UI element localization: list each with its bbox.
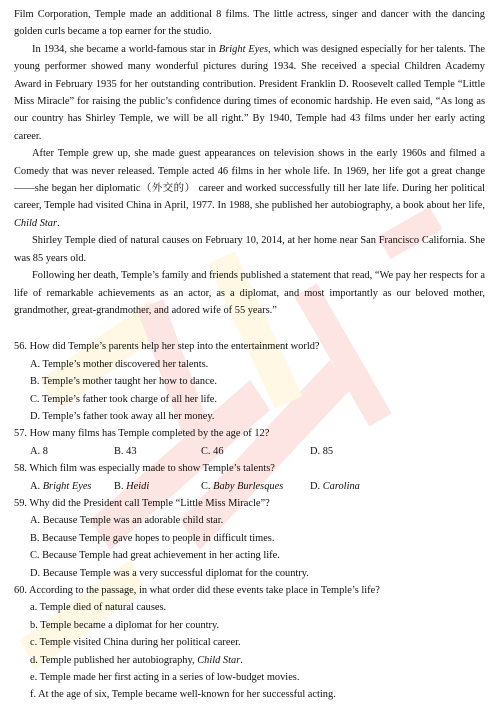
option-a-letter: A.	[30, 480, 43, 492]
option-c: C. Temple’s father took charge of all her life.	[30, 393, 218, 405]
event-f: f. At the age of six, Temple became well-known for her successful acting.	[30, 689, 336, 701]
option-a-title: Bright Eyes	[42, 480, 92, 492]
question-stem: 58. Which film was especially made to show Temple’s talents?	[14, 463, 275, 475]
option-b	[114, 478, 201, 495]
option-d	[310, 478, 397, 495]
option-c-title: Baby Burlesques	[213, 480, 284, 492]
option-d: D. Temple’s father took away all her money.	[30, 410, 215, 422]
option-d: D. Because Temple was a very successful diplomat for the country.	[30, 567, 309, 579]
question-stem: 57. How many films has Temple completed by the age of 12?	[14, 428, 270, 440]
option-c: C. 46	[201, 445, 224, 457]
passage-paragraph-3	[14, 145, 485, 232]
event-d-end: .	[240, 654, 243, 666]
option-b: B. Because Temple gave hopes to people in difficult times.	[30, 532, 275, 544]
option-a: A. 8	[30, 445, 48, 457]
option-a: A. Temple’s mother discovered her talents.	[30, 358, 209, 370]
option-a	[30, 478, 114, 495]
option-b-title: Heidi	[126, 480, 150, 492]
event-a: a. Temple died of natural causes.	[30, 602, 167, 614]
passage-paragraph-3-text: After Temple grew up, she made guest appearances on television shows in the early 1960s and filmed a Comedy that was never released. Temple acted 46 films in her whole life. In 1969, her life got a great change——she began her diplomatic（外交的） career and worked successfully till her late life. During her political career, Temple had visited China in April, 1977. In 1988, she published her autobiography, a book about her life,	[14, 148, 485, 212]
event-d-title: Child Star	[197, 654, 241, 666]
event-c: c. Temple visited China during her political career.	[30, 637, 241, 649]
question-stem: 56. How did Temple’s parents help her step into the entertainment world?	[14, 341, 320, 353]
event-e: e. Temple made her first acting in a series of low-budget movies.	[30, 672, 300, 684]
event-d	[30, 652, 485, 669]
book-title-child-star: Child Star	[14, 217, 58, 229]
option-d-title: Carolina	[322, 480, 360, 492]
film-title-bright-eyes: Bright Eyes	[218, 43, 268, 55]
passage-paragraph-5: Following her death, Temple’s family and friends published a statement that read, “We pay her respects for a life of remarkable achievements as an actor, as a diplomat, and most importantly as our beloved mother, grandmother, great-grandmother, and adored wife of 55 years.”	[14, 270, 485, 316]
passage-paragraph-2	[14, 41, 485, 145]
passage-paragraph-3-end: .	[57, 217, 60, 229]
event-b: b. Temple became a diplomat for her country.	[30, 619, 220, 631]
event-d-text: d. Temple published her autobiography,	[30, 654, 198, 666]
option-b-letter: B.	[114, 480, 127, 492]
question-58	[14, 460, 485, 495]
option-c	[201, 478, 310, 495]
question-57	[14, 425, 485, 460]
passage-paragraph-4: Shirley Temple died of natural causes on February 10, 2014, at her home near San Francisco California. She was 85 years old.	[14, 235, 485, 264]
option-d: D. 85	[310, 445, 334, 457]
question-56	[14, 338, 485, 425]
options-row	[30, 443, 485, 460]
question-59	[14, 495, 485, 582]
option-b: B. Temple’s mother taught her how to dance.	[30, 376, 217, 388]
question-stem: 60. According to the passage, in what order did these events take place in Temple’s life?	[14, 585, 380, 596]
option-a: A. Because Temple was an adorable child star.	[30, 515, 224, 527]
option-b: B. 43	[114, 445, 137, 457]
option-c: C. Because Temple had great achievement in her acting life.	[30, 550, 280, 562]
option-d-letter: D.	[310, 480, 323, 492]
passage-paragraph-2-text: In 1934, she became a world-famous star in	[32, 43, 219, 55]
options-row	[30, 478, 485, 495]
passage-paragraph-2-text-cont: , which was designed especially for her talents. The young performer showed many wonderful pictures during 1934. She received a special Children Academy Award in February 1935 for her outstanding contribution. President Franklin D. Roosevelt called Temple “Little Miss Miracle” for raising the public’s confidence during times of economic hardship. He even said, “As long as our country has Shirley Temple, we will be all right.” By 1940, Temple had 43 films under her early acting career.	[14, 43, 485, 142]
exam-page	[14, 6, 485, 704]
option-c-letter: C.	[201, 480, 214, 492]
question-60	[14, 582, 485, 704]
question-stem: 59. Why did the President call Temple “Little Miss Miracle”?	[14, 497, 270, 509]
passage-paragraph-1: Film Corporation, Temple made an additional 8 films. The little actress, singer and dancer with the dancing golden curls became a top earner for the studio.	[14, 9, 485, 38]
